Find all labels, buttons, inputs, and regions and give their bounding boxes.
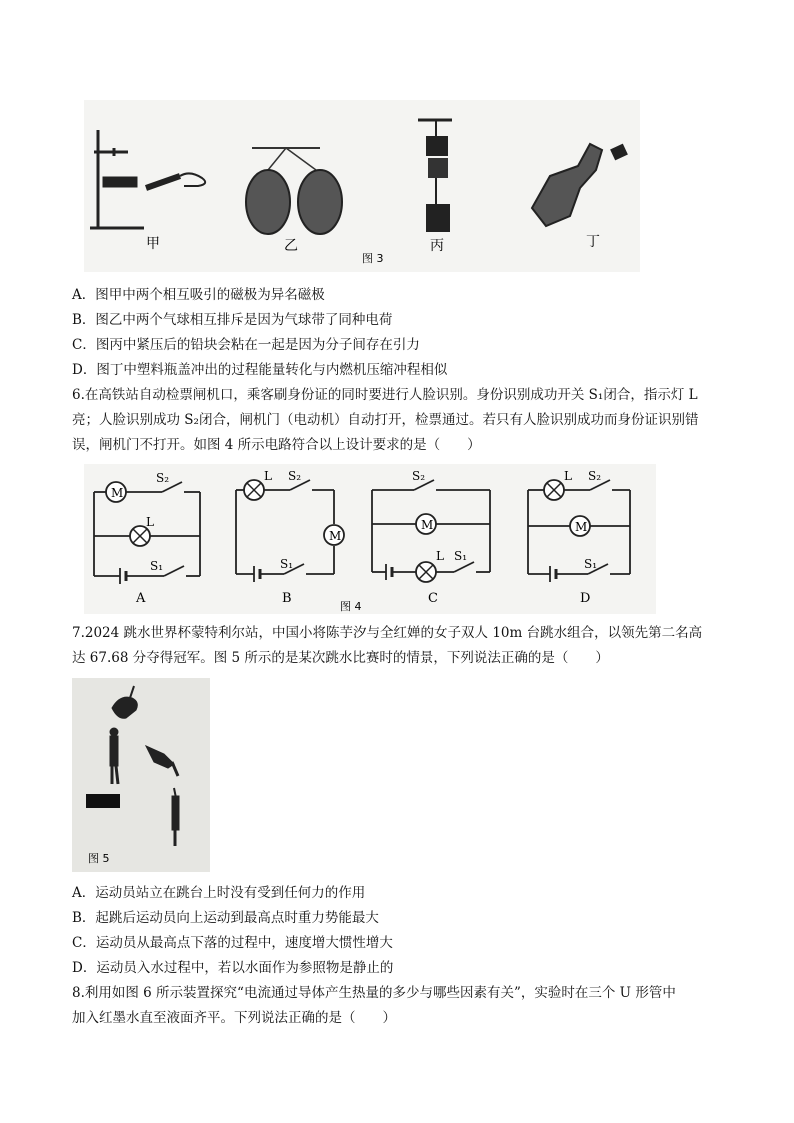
q8-text-line-1: 8.利用如图 6 所示装置探究“电流通过导体产生热量的多少与哪些因素有关”，实验时在三个 U 形管中 [72, 985, 676, 1001]
fig3-label-bing: 丙 [430, 238, 444, 254]
circuit-d-s1-label: S₁ [584, 557, 598, 571]
fig3-stand-magnet-illustration [90, 130, 205, 228]
figure-3 [84, 100, 640, 272]
circuit-a-motor-label: M [111, 486, 124, 500]
q7-text-line-2: 达 67.68 分夺得冠军。图 5 所示的是某次跳水比赛时的情景，下列说法正确的是（ ） [72, 650, 609, 666]
fig4-caption: 图 4 [340, 600, 362, 613]
fig3-label-ding: 丁 [586, 234, 600, 250]
fig3-label-yi: 乙 [284, 238, 298, 254]
q8-text-line-2: 加入红墨水直至液面齐平。下列说法正确的是（ ） [72, 1010, 396, 1026]
fig3-bottle-illustration [532, 144, 628, 226]
fig5-caption: 图 5 [88, 852, 110, 865]
circuit-d-s2-label: S₂ [588, 469, 602, 483]
fig3-lead-blocks-illustration [418, 120, 452, 232]
circuit-b-label: B [282, 591, 292, 606]
fig3-balloons-illustration [246, 148, 342, 234]
figure-5 [72, 678, 210, 872]
q6-text-line-1: 6.在高铁站自动检票闸机口，乘客刷身份证的同时要进行人脸识别。身份识别成功开关 S₁闭合，指示灯 L [72, 387, 698, 403]
circuit-b-motor-label: M [329, 529, 342, 543]
circuit-c-lamp-label: L [436, 549, 444, 563]
figure-4 [84, 464, 656, 614]
fig5-platform [86, 794, 120, 808]
q5-option-d: D．图丁中塑料瓶盖冲出的过程能量转化与内燃机压缩冲程相似 [72, 362, 448, 378]
circuit-a-lamp-icon [130, 526, 150, 546]
circuit-d-lamp-label: L [564, 469, 572, 483]
circuit-b-s1-label: S₁ [280, 557, 294, 571]
circuit-c-s2-label: S₂ [412, 469, 426, 483]
circuit-d-label: D [580, 591, 591, 606]
q5-option-b: B．图乙中两个气球相互排斥是因为气球带了同种电荷 [72, 312, 393, 328]
fig3-caption: 图 3 [362, 252, 384, 265]
circuit-c-motor-label: M [421, 518, 434, 532]
fig5-diver-illustration [110, 686, 179, 846]
circuit-a-label: A [136, 591, 146, 606]
circuit-b-lamp-icon [244, 480, 264, 500]
circuit-a-s2-label: S₂ [156, 471, 170, 485]
circuit-a-lamp-label: L [146, 515, 154, 529]
circuit-a-s1-label: S₁ [150, 559, 164, 573]
q6-text-line-2: 亮；人脸识别成功 S₂闭合，闸机门（电动机）自动打开，检票通过。若只有人脸识别成功而身份证识别错 [72, 412, 699, 428]
circuit-d-lamp-icon [544, 480, 564, 500]
q7-option-c: C．运动员从最高点下落的过程中，速度增大惯性增大 [72, 935, 393, 951]
q5-option-c: C．图丙中紧压后的铅块会粘在一起是因为分子间存在引力 [72, 337, 420, 353]
q7-option-a: A．运动员站立在跳台上时没有受到任何力的作用 [72, 885, 366, 901]
circuit-c-lamp-icon [416, 562, 436, 582]
circuit-c-label: C [428, 591, 438, 606]
q5-option-a: A．图甲中两个相互吸引的磁极为异名磁极 [72, 287, 325, 303]
q7-option-b: B．起跳后运动员向上运动到最高点时重力势能最大 [72, 910, 379, 926]
q7-text-line-1: 7.2024 跳水世界杯蒙特利尔站，中国小将陈芋汐与全红婵的女子双人 10m 台跳水组合，以领先第二名高 [72, 625, 703, 641]
circuit-c-s1-label: S₁ [454, 549, 468, 563]
circuit-b-s2-label: S₂ [288, 469, 302, 483]
q6-text-line-3: 误，闸机门不打开。如图 4 所示电路符合以上设计要求的是（ ） [72, 437, 481, 453]
circuit-b-lamp-label: L [264, 469, 272, 483]
circuit-d-motor-label: M [575, 520, 588, 534]
fig3-label-jia: 甲 [146, 236, 160, 252]
q7-option-d: D．运动员入水过程中，若以水面作为参照物是静止的 [72, 960, 394, 976]
